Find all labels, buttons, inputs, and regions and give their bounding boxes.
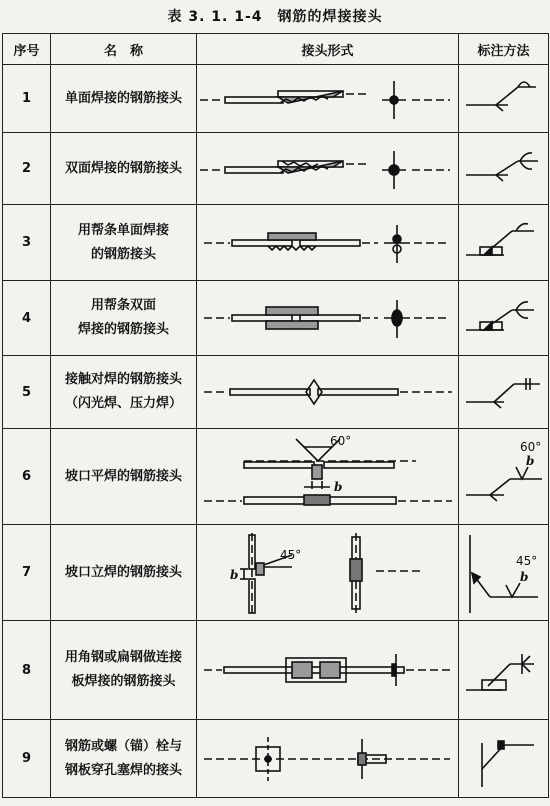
table-row (3, 621, 549, 720)
row-number: 7 (3, 525, 51, 621)
plug-weld-figure (200, 723, 456, 795)
table-row (3, 281, 549, 356)
double-side-weld-figure (200, 139, 456, 199)
double-strap-weld-figure (200, 286, 456, 350)
table-row (3, 356, 549, 429)
row-name (51, 205, 197, 281)
bevel-vertical-weld-figure (200, 527, 456, 619)
header-form: 接头形式 (197, 34, 459, 65)
symbol-gap-label: b (525, 453, 534, 468)
symbol-angle-label: 45° (515, 553, 537, 568)
bevel-flat-weld-symbol (460, 431, 548, 523)
angle-plate-weld-figure (200, 624, 456, 716)
symbol-angle-label: 60° (519, 439, 541, 454)
double-strap-weld-symbol (460, 286, 548, 350)
row-number: 6 (3, 429, 51, 525)
joint-form-figure (197, 133, 459, 205)
joint-form-figure (197, 65, 459, 133)
row-number: 4 (3, 281, 51, 356)
single-strap-weld-figure (200, 211, 456, 275)
row-name: 坡口平焊的钢筋接头 (51, 429, 197, 525)
row-name-line-2: 钢板穿孔塞焊的接头 (64, 762, 182, 778)
single-side-weld-symbol (460, 69, 548, 129)
weld-symbol-cell (459, 525, 549, 621)
row-name-line-2: 板焊接的钢筋接头 (71, 674, 176, 689)
row-number: 9 (3, 720, 51, 798)
double-side-weld-symbol (460, 139, 548, 199)
symbol-gap-label: b (519, 569, 528, 584)
row-name-line-1: 用帮条单面焊接 (77, 222, 169, 238)
row-name-line-1: 用角钢或扁钢做连接 (64, 650, 182, 665)
weld-symbol-cell (459, 356, 549, 429)
row-number: 3 (3, 205, 51, 281)
single-strap-weld-symbol (460, 211, 548, 275)
table-title: 表 3. 1. 1-4 钢筋的焊接接头 (167, 9, 383, 25)
row-number: 5 (3, 356, 51, 429)
joint-form-figure (197, 356, 459, 429)
table-row (3, 65, 549, 133)
row-number: 2 (3, 133, 51, 205)
row-name-line-2: 焊接的钢筋接头 (77, 322, 169, 337)
table-row (3, 205, 549, 281)
header-name: 名 称 (51, 34, 197, 65)
bevel-angle-label: 45° (279, 547, 301, 562)
row-name-line-2: 的钢筋接头 (90, 246, 156, 262)
row-name-line-1: 接触对焊的钢筋接头 (64, 372, 182, 387)
weld-symbol-cell (459, 281, 549, 356)
row-name (51, 281, 197, 356)
plug-weld-symbol (460, 723, 548, 795)
row-name (51, 356, 197, 429)
joint-form-figure (197, 720, 459, 798)
row-name: 双面焊接的钢筋接头 (51, 133, 197, 205)
bevel-vertical-weld-symbol (460, 527, 548, 619)
butt-weld-symbol (460, 362, 548, 422)
joint-form-figure (197, 621, 459, 720)
row-name: 单面焊接的钢筋接头 (51, 65, 197, 133)
root-gap-label: b (333, 479, 342, 494)
row-name-line-1: 钢筋或螺（锚）栓与 (64, 738, 182, 754)
single-side-weld-figure (200, 69, 456, 129)
weld-symbol-cell (459, 133, 549, 205)
welded-joints-table (2, 33, 549, 798)
weld-symbol-cell (459, 621, 549, 720)
header-no: 序号 (3, 34, 51, 65)
weld-symbol-cell (459, 429, 549, 525)
weld-symbol-cell (459, 65, 549, 133)
butt-weld-figure (200, 362, 456, 422)
row-name (51, 720, 197, 798)
joint-form-figure (197, 429, 459, 525)
table-row (3, 720, 549, 798)
joint-form-figure (197, 525, 459, 621)
angle-plate-weld-symbol (460, 624, 548, 716)
table-row (3, 429, 549, 525)
row-name-line-1: 用帮条双面 (90, 298, 156, 313)
weld-symbol-cell (459, 720, 549, 798)
weld-symbol-cell (459, 205, 549, 281)
header-mark: 标注方法 (459, 34, 549, 65)
table-row (3, 133, 549, 205)
bevel-angle-label: 60° (329, 433, 351, 448)
row-name-line-2: （闪光焊、压力焊） (64, 396, 182, 411)
header-row (3, 34, 549, 65)
joint-form-figure (197, 281, 459, 356)
joint-form-figure (197, 205, 459, 281)
row-name: 坡口立焊的钢筋接头 (51, 525, 197, 621)
row-name (51, 621, 197, 720)
table-row (3, 525, 549, 621)
bevel-flat-weld-figure (200, 431, 456, 523)
row-number: 8 (3, 621, 51, 720)
root-gap-label: b (229, 567, 238, 582)
row-number: 1 (3, 65, 51, 133)
